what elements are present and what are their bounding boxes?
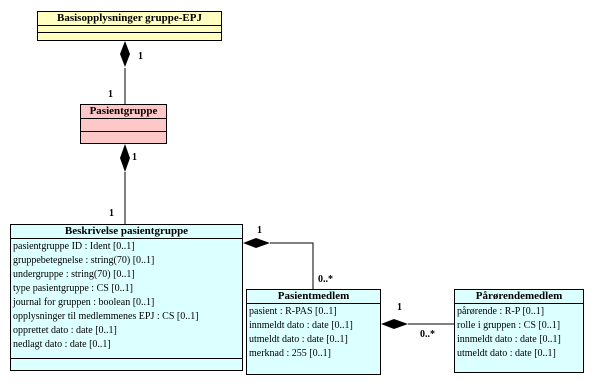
class-name: Basisopplysninger gruppe-EPJ [38,12,221,26]
class-parorendemedlem[interactable] [454,289,584,373]
attribute: innmeldt dato : date [0..1] [249,320,353,331]
attribute: pasient : R-PAS [0..1] [249,306,337,317]
class-pasientgruppe[interactable] [80,104,167,144]
class-name: Beskrivelse pasientgruppe [11,225,242,239]
class-beskrivelse-pasientgruppe[interactable] [10,224,243,371]
composition-diamond-pasientgruppe [120,144,130,172]
multiplicity-basis-part: 1 [108,89,113,100]
attribute: utmeldt dato : date [0..1] [249,334,348,345]
attribute: utmeldt dato : date [0..1] [457,348,556,359]
attribute: journal for gruppen : boolean [0..1] [13,297,155,308]
attribute-list [247,304,380,361]
attribute: opprettet dato : date [0..1] [13,325,117,336]
attribute-list [11,239,242,359]
attribute: nedlagt dato : date [0..1] [13,339,111,350]
multiplicity-pasientgruppe-part: 1 [109,208,114,219]
composition-line-beskrivelse-pasientmedlem [270,243,313,289]
class-name: Pasientgruppe [81,105,166,119]
attribute: gruppebetegnelse : string(70) [0..1] [13,255,155,266]
attribute: undergruppe : string(70) [0..1] [13,269,135,280]
attribute: pårørende : R-P [0..1] [457,306,545,317]
multiplicity-pasientmedlem-part: 0..* [318,274,333,285]
composition-diamond-pasientmedlem [381,319,408,329]
composition-diamond-basis [120,41,130,67]
multiplicity-pasientgruppe-whole: 1 [132,152,137,163]
composition-diamond-beskrivelse [243,238,270,248]
attribute: rolle i gruppen : CS [0..1] [457,320,561,331]
attribute: opplysninger til medlemmenes EPJ : CS [0..1] [13,311,199,322]
class-name: Pårørendemedlem [455,290,583,304]
multiplicity-beskrivelse-whole: 1 [257,225,262,236]
attribute: pasientgruppe ID : Ident [0..1] [13,241,135,252]
attribute: merknad : 255 [0..1] [249,348,331,359]
class-name: Pasientmedlem [247,290,380,304]
class-basisopplysninger[interactable] [37,11,222,41]
multiplicity-parorende-part: 0..* [420,329,435,340]
multiplicity-pasientmedlem-whole: 1 [397,302,402,313]
class-pasientmedlem[interactable] [246,289,381,375]
attribute-list [455,304,583,361]
multiplicity-basis-whole: 1 [138,51,143,62]
attribute: innmeldt dato : date [0..1] [457,334,561,345]
attribute: type pasientgruppe : CS [0..1] [13,283,133,294]
